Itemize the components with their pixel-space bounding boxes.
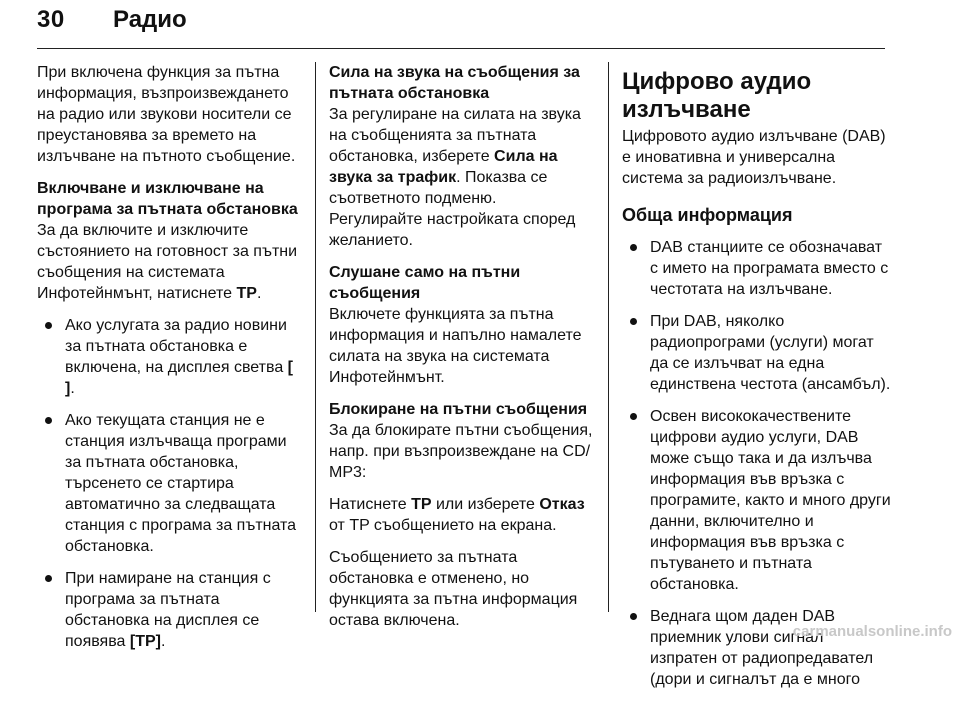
list-item (37, 410, 305, 557)
heading-tp-volume: Сила на звука на съобщения за пътната обстановка (329, 64, 580, 102)
tp-volume-text-3: Регулирайте настройката според желанието. (329, 211, 576, 249)
heading-tp-only: Слушане само на пътни съобщения (329, 264, 521, 302)
list-item (622, 606, 894, 690)
traffic-volume-label: Сила на звука за трафик (329, 148, 558, 186)
list-item-text: DAB станциите се обозначават с името на програмата вместо с честотата на излъчване. (650, 239, 889, 298)
tp-volume-text: За регулиране на силата на звука на съобщенията за пътната обстановка, изберете (329, 106, 581, 165)
heading-tp-toggle: Включване и изключване на програма за пътната обстановка (37, 180, 298, 218)
page-number: 30 (37, 6, 65, 33)
bullet-icon (630, 244, 637, 251)
heading-general-info: Обща информация (622, 205, 793, 225)
list-item (622, 311, 894, 395)
column-1 (37, 62, 305, 663)
column-divider-2 (608, 62, 609, 612)
list-item-bold: [TP] (129, 633, 161, 650)
bullet-icon (630, 613, 637, 620)
list-item-bold: [ ] (65, 359, 293, 397)
intro-paragraph: При включена функция за пътна информация, възпроизвеждането на радио или звукови носители се преустановява за времето на излъчване на пътното съобщение. (37, 64, 296, 165)
tp-toggle-end: . (256, 285, 262, 302)
list-item-end: . (70, 380, 75, 397)
list-item-text: При DAB, няколко радиопрограми (услуги) могат да се излъчват на една единствена честота (ансамбъл). (650, 313, 891, 393)
list-item-text: Ако текущата станция не е станция излъчваща програми за пътната обстановка, търсенето се стартира автоматично за следващата станция с програма за пътната обстановка. (65, 412, 297, 555)
tp-only-paragraph: Включете функцията за пътна информация и напълно намалете силата на звука на системата Инфотейнмънт. (329, 306, 582, 386)
list-item-text: При намиране на станция с програма за пътната обстановка на дисплея се появява (65, 570, 271, 650)
cancel-label: Отказ (539, 496, 585, 513)
dab-title: Цифрово аудио излъчване (622, 68, 812, 123)
heading-tp-block: Блокиране на пътни съобщения (329, 401, 588, 418)
tp-volume-paragraph (329, 104, 597, 251)
tp-toggle-paragraph (37, 220, 305, 304)
section-title: Радио (113, 6, 187, 33)
tp-cancel-paragraph (329, 494, 597, 536)
list-item-text: Освен висококачествените цифрови аудио услуги, DAB може също така и да излъчва информация във връзка с програмите, както и много други данни, включително и информация във връзка с пътуването и пътната обстановка. (650, 408, 891, 593)
list-item-end: . (160, 633, 166, 650)
tp-bullet-list (37, 315, 305, 652)
tp-label: TP (236, 285, 257, 302)
list-item-text: Ако услугата за радио новини за пътната обстановка е включена, на дисплея светва (65, 317, 288, 376)
tp-cancel-text-3: от TP съобщението на екрана. (329, 517, 557, 534)
column-2 (329, 62, 597, 642)
page-header (37, 6, 885, 46)
bullet-icon (45, 322, 52, 329)
bullet-icon (630, 318, 637, 325)
list-item-text: Веднага щом даден DAB приемник улови сигнал изпратен от радиопредавател (дори и сигналът да е много (650, 608, 874, 688)
tp-block-paragraph: За да блокирате пътни съобщения, напр. при възпроизвеждане на CD/ MP3: (329, 422, 593, 481)
dab-intro: Цифровото аудио излъчване (DAB) е иновативна и универсална система за радиоизлъчване. (622, 128, 886, 187)
column-3 (622, 64, 894, 701)
watermark: carmanualsonline.info (792, 623, 952, 640)
list-item (622, 406, 894, 595)
list-item (622, 237, 894, 300)
column-divider-1 (315, 62, 316, 612)
list-item (37, 315, 305, 399)
bullet-icon (45, 575, 52, 582)
tp-label: TP (411, 496, 432, 513)
bullet-icon (45, 417, 52, 424)
list-item (37, 568, 305, 652)
tp-cancelled-paragraph: Съобщението за пътната обстановка е отменено, но функцията за пътна информация остава включена. (329, 549, 578, 629)
header-rule (37, 48, 885, 49)
bullet-icon (630, 413, 637, 420)
tp-volume-text-2: . Показва се съответното подменю. (329, 169, 548, 207)
tp-toggle-text: За да включите и изключите състоянието на готовност за пътни съобщения на системата Инфотейнмънт, натиснете (37, 222, 298, 302)
tp-cancel-text-2: или изберете (431, 496, 540, 513)
tp-cancel-text: Натиснете (329, 496, 412, 513)
